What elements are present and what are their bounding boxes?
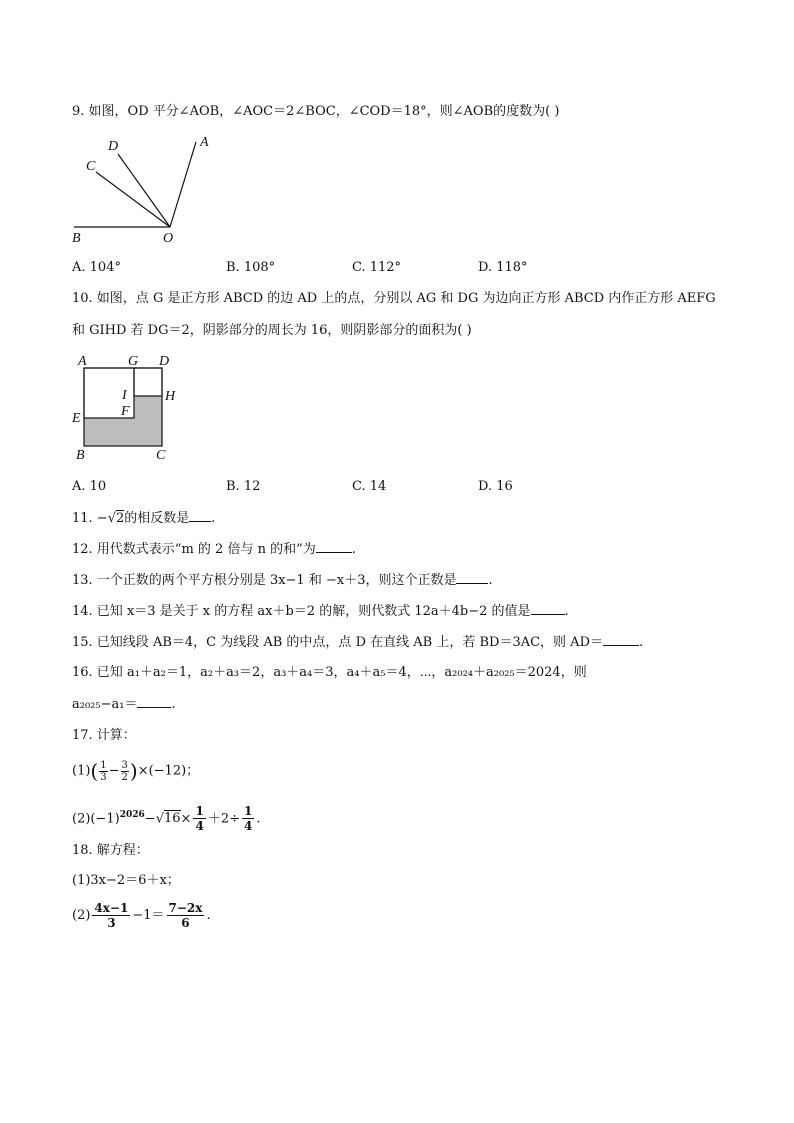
q18-title: 18. 解方程：: [72, 843, 149, 858]
numerator: 1: [195, 804, 204, 819]
numerator: 4x−1: [94, 901, 129, 915]
fraction: [242, 804, 254, 833]
label-B: B: [76, 448, 85, 463]
q18-p2-end: .: [206, 908, 211, 923]
label-I: I: [122, 388, 127, 403]
q16-line1: 16. 已知 a₁＋a₂＝1，a₂＋a₃＝2，a₃＋a₄＝3，a₄＋a₅＝4，⋯，a₂₀₂₄＋a₂₀₂₅＝2024，则: [72, 665, 587, 680]
q10-square-figure: [66, 350, 196, 465]
q10-option-a[interactable]: A. 10: [72, 479, 107, 494]
q16-expr: a₂₀₂₅−a₁＝: [72, 697, 138, 712]
q17-p1-label: (1): [72, 763, 91, 779]
label-H: H: [165, 389, 176, 404]
label-B: B: [72, 231, 81, 246]
label-D: D: [108, 139, 119, 154]
numerator: 3: [121, 759, 128, 771]
q17-title: 17. 计算：: [72, 728, 136, 743]
numerator: 7−2x: [168, 901, 203, 915]
denominator: 4: [243, 819, 253, 834]
q17-p1-tail: ×(−12)；: [137, 763, 200, 779]
q9-angle-figure: [66, 132, 226, 247]
q10-stem-line2: 和 GIHD 若 DG＝2，阴影部分的周长为 16，则阴影部分的面积为( ): [72, 323, 472, 338]
times: ×: [180, 811, 192, 827]
q11-radicand: 2: [116, 511, 125, 526]
q18-p2-mid: −1＝: [132, 908, 165, 923]
q16-end: .: [171, 697, 176, 712]
ray-OC: [96, 172, 170, 227]
q10-stem-line1: 10. 如图，点 G 是正方形 ABCD 的边 AD 上的点，分别以 AG 和 DG 为边向正方形 ABCD 内作正方形 AEFG: [72, 291, 716, 306]
right-paren: ): [129, 759, 138, 783]
ray-OA: [170, 142, 196, 227]
answer-blank[interactable]: [189, 508, 211, 522]
q15-text: 15. 已知线段 AB＝4，C 为线段 AB 的中点，点 D 在直线 AB 上，若 BD＝3AC，则 AD＝: [72, 635, 603, 650]
q17-part2: [72, 799, 261, 834]
label-F: F: [121, 404, 130, 419]
answer-blank[interactable]: [603, 632, 639, 646]
left-paren: (: [90, 759, 99, 783]
q12-end: .: [351, 542, 356, 557]
q15: [72, 632, 643, 653]
q9-stem: 9. 如图，OD 平分∠AOB，∠AOC＝2∠BOC，∠COD＝18°，则∠AOB的度数为( ): [72, 104, 560, 119]
q18-part2: [72, 898, 211, 934]
sqrt-symbol: √: [107, 511, 116, 526]
q17-p2-end: .: [256, 811, 261, 827]
label-A: A: [200, 135, 209, 150]
numerator: 1: [243, 804, 253, 819]
q9-option-b[interactable]: B. 108°: [226, 260, 276, 275]
q17-p2-label: (2): [72, 811, 91, 827]
q18-p2-label: (2): [72, 908, 91, 923]
label-C: C: [86, 159, 96, 174]
denominator: 3: [107, 916, 116, 930]
q12-text: 12. 用代数式表示“m 的 2 倍与 n 的和”为: [72, 542, 316, 557]
fraction: [99, 760, 107, 783]
denominator: 2: [121, 771, 128, 783]
radicand: 16: [164, 811, 181, 827]
label-E: E: [72, 411, 81, 426]
fraction: [121, 760, 129, 783]
q10-option-c[interactable]: C. 14: [352, 479, 387, 494]
square-GIHD: [134, 368, 162, 396]
q10-option-d[interactable]: D. 16: [478, 479, 513, 494]
q13-end: .: [488, 573, 493, 588]
q11: [72, 508, 215, 529]
q14: [72, 601, 569, 622]
answer-blank[interactable]: [531, 601, 565, 615]
denominator: 6: [181, 916, 190, 930]
q9-option-a[interactable]: A. 104°: [72, 260, 121, 275]
minus: −: [108, 763, 120, 779]
q13: [72, 570, 493, 591]
sqrt-symbol: √: [155, 811, 164, 827]
q11-prefix: 11. −: [72, 511, 108, 526]
fraction: [193, 804, 205, 833]
q17-part1: [72, 756, 199, 786]
q14-text: 14. 已知 x＝3 是关于 x 的方程 ax＋b＝2 的解，则代数式 12a＋4b−2 的值是: [72, 604, 531, 619]
q13-text: 13. 一个正数的两个平方根分别是 3x−1 和 −x＋3，则这个正数是: [72, 573, 457, 588]
ray-OD: [118, 154, 170, 227]
minus: −: [144, 811, 156, 827]
q14-end: .: [564, 604, 569, 619]
numerator: 1: [100, 759, 107, 771]
q17-p2-head: (−1): [90, 811, 120, 827]
q10-option-b[interactable]: B. 12: [226, 479, 261, 494]
exponent: 2026: [119, 810, 145, 820]
label-D: D: [159, 354, 170, 369]
q12: [72, 539, 356, 560]
denominator: 3: [100, 771, 107, 783]
label-G: G: [128, 354, 139, 369]
q9-option-c[interactable]: C. 112°: [352, 260, 402, 275]
q9-option-d[interactable]: D. 118°: [478, 260, 528, 275]
q11-end: .: [211, 511, 216, 526]
denominator: 4: [195, 819, 204, 834]
answer-blank[interactable]: [456, 570, 488, 584]
answer-blank[interactable]: [137, 694, 171, 708]
q16-line2: [72, 694, 176, 715]
fraction: [92, 901, 130, 930]
label-O: O: [163, 231, 174, 246]
label-A: A: [78, 354, 87, 369]
q18-part1: (1)3x−2＝6＋x；: [72, 873, 180, 888]
q17-p2-mid: ＋2÷: [207, 811, 240, 827]
answer-blank[interactable]: [316, 539, 352, 553]
fraction: [167, 901, 205, 930]
label-C: C: [156, 448, 166, 463]
q11-suffix: 的相反数是: [124, 511, 190, 526]
q15-end: .: [639, 635, 644, 650]
